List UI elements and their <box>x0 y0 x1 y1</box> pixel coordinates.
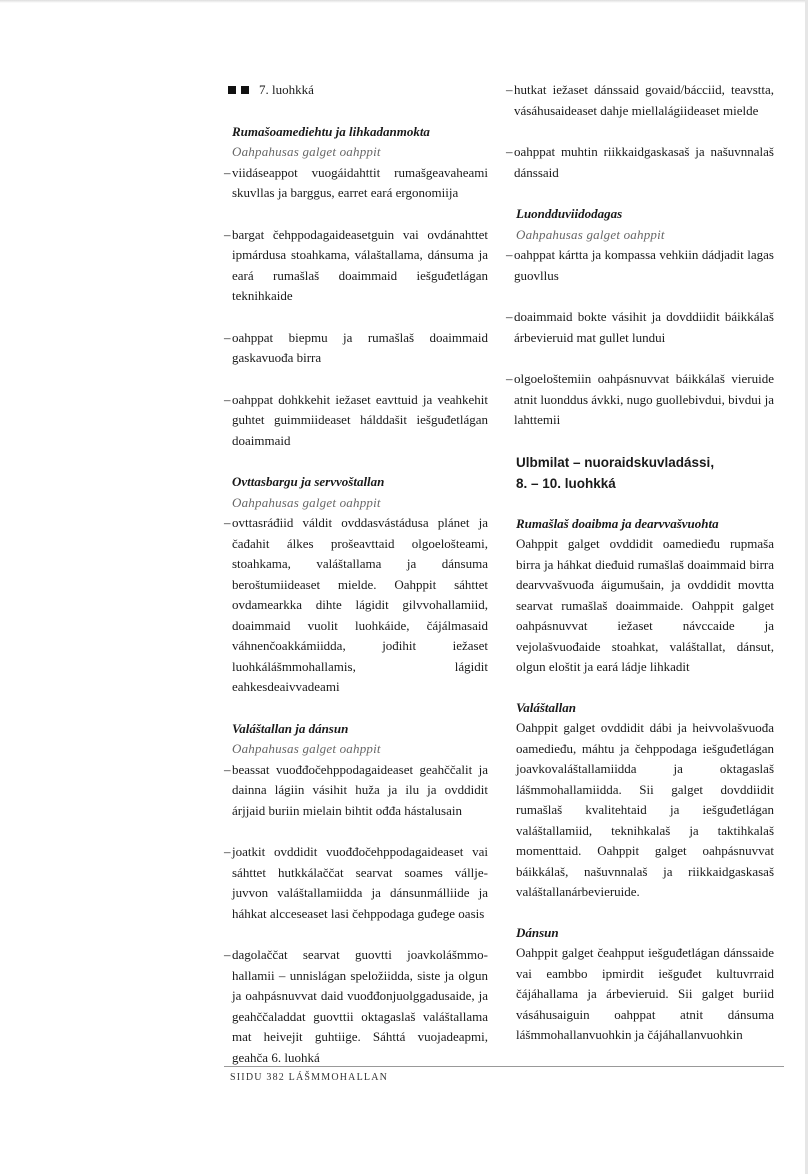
list-item: – olgoeloštemiin oahpásnuvvat báikkálaš vieruide atnit luonddus ávkki, nugo guollebivdui, bivdui ja lahttemii <box>506 371 774 427</box>
list-item: – ovttasráđiid váldit ovddasvástádusa plánet ja čađahit álkes prošeavttaid olgoeloštеami, stoahkama, valáštallama ja dánsuma beroštumiideaset mielde. Oahppit sáhttet ovdamearkka dihte lágidit gilvvohallamiid, doaimmaid vuolit luohkáide, čájálmasaid váhnenčoakkámiidda, jođihit iežaset luohkálášmmohallamis, lágidit eahkesdeaivvadeami <box>224 515 488 694</box>
list-item: – beassat vuođđočehppodagaideaset geahččalit ja dainna lágiin vásihit huža ja ilu ja ovddidit árjjaid buriin mielain bihtit ođđa hástalusain <box>224 761 488 818</box>
section-title-luondduviidodagas: Luondduviidodagas <box>516 206 623 221</box>
level-heading-line1: Ulbmilat – nuoraidskuvladássi, <box>516 454 715 470</box>
grade-label: 7. luohkká <box>259 82 314 97</box>
section-paragraph: Oahppit galget ovddidit oamedieđu rupmaša birra ja háhkat dieđuid rumašlaš doaimmaid birra dearvvašvuođa áigumušain, ja ovddidit movtta searvat rumašlaš doaimmaide. Oahppit galget oahpásnuvvat iežaset návccaide ja vejolašvuođaide stoahkat, valáštallat, dánsut, olgun eloštit ja eará ládje lihkadit <box>516 536 774 674</box>
footer-rule <box>224 1066 784 1067</box>
list-item: – joatkit ovddidit vuođđočehppodagaideaset vai sáhttet hutkkálaččat searvat soames vállje-juvvon valáštallamiidda ja dánsunmálliide ja háhkat alcceseaset lasi čehppodaga guđege oasis <box>224 844 488 921</box>
section-paragraph: Oahppit galget ovddidit dábi ja heivvolašvuođa oamedieđu, máhtu ja čehppodaga iešguđetlágan joavkovaláštallamiidda ja oktagaslaš lášmmohallamiidda. Sii galget dovddiidit rumašlaš kvalitehtaid ja iešguđetlágan valáštallamiid, teknihkalaš ja taktihkalaš momenttaid. Oahppit galget oahpásnuvvat báikkálaš, našuvnnalaš ja riikkaidgaskasaš valáštallanárbevieruide. <box>516 720 774 899</box>
list-item: – hutkat iežaset dánssaid govaid/bácciid, teavstta, vásáhusaideaset dahje miellalágiideaset mielde <box>506 82 774 118</box>
list-item: – oahppat biepmu ja rumašlaš doaimmaid gaskavuođa birra <box>224 329 488 365</box>
list-item: – dagolaččat searvat guovtti joavkolášmmo-hallamii – unnislágan speložiidda, siste ja olgun ja oahpásnuvvat daid vuođđonjuolggadusaide, ja geahččaladdat guovttii oktagaslaš valáštallama mat heivejit guhtiige. Sáhttá vuojadeapmi, geahča 6. luohká <box>224 947 488 1065</box>
section-paragraph: Oahppit galget čeahpput iešguđetlágan dánssaide vai eambbo ipmirdit iešguđet kultuvrraid čájáhallama ja árbevieruid. Sii galget buriid vásáhusaiguin oahppat atnit dánsuma lášmmohallanvuohkin ja čájáhallanvuohkin <box>516 945 774 1042</box>
grade-heading <box>228 80 488 101</box>
square-bullets-icon <box>228 86 249 94</box>
section-title-dansun: Dánsun <box>516 924 559 940</box>
list-item: – oahppat dohkkehit iežaset eavttuid ja veahkehit guhtet guimmiideaset hálddašit iešguđetlágan doaimmaid <box>224 391 488 448</box>
section-title-valastallan: Valáštallan <box>516 699 576 715</box>
list-item: – oahppat kártta ja kompassa vehkiin dádjadit lagas guovllus <box>506 247 774 283</box>
list-item: – oahppat muhtin riikkaidgaskasaš ja našuvnnalaš dánssaid <box>506 144 774 180</box>
page-footer: SIIDU 382 LÁŠMMOHALLAN <box>230 1072 389 1083</box>
section-subtitle: Oahpahusas galget oahppit <box>232 494 381 510</box>
section-title-rumaslas-doaibma: Rumašlaš doaibma ja dearvvašvuohta <box>516 515 719 531</box>
left-column <box>224 80 488 1068</box>
right-column <box>506 80 774 1046</box>
section-subtitle: Oahpahusas galget oahppit <box>232 144 381 159</box>
section-title-ovttasbargu: Ovttasbargu ja servvoštallan <box>232 474 385 489</box>
section-subtitle: Oahpahusas galget oahppit <box>232 741 381 756</box>
section-title-rumasoamediehtu: Rumašoamediehtu ja lihkadanmokta <box>232 123 430 139</box>
page-top-edge <box>0 0 808 3</box>
list-item: – viidáseappot vuogáidahttit rumašgeavaheami skuvllas ja barggus, earret eará ergonomiija <box>224 164 488 200</box>
list-item: – doaimmaid bokte vásihit ja dovddiidit báikkálaš árbevieruid mat gullet lundui <box>506 309 774 345</box>
section-subtitle: Oahpahusas galget oahppit <box>516 226 665 242</box>
section-title-valastallan-ja-dansun: Valáštallan ja dánsun <box>232 720 349 736</box>
level-heading-line2: 8. – 10. luohkká <box>516 475 616 491</box>
list-item: – bargat čehppodagaideasetguin vai ovdánahttet ipmárdusa stoahkama, válaštallama, dánsuma ja eará rumašlaš doaimmaid iešguđetlágan teknihkaide <box>224 226 488 303</box>
